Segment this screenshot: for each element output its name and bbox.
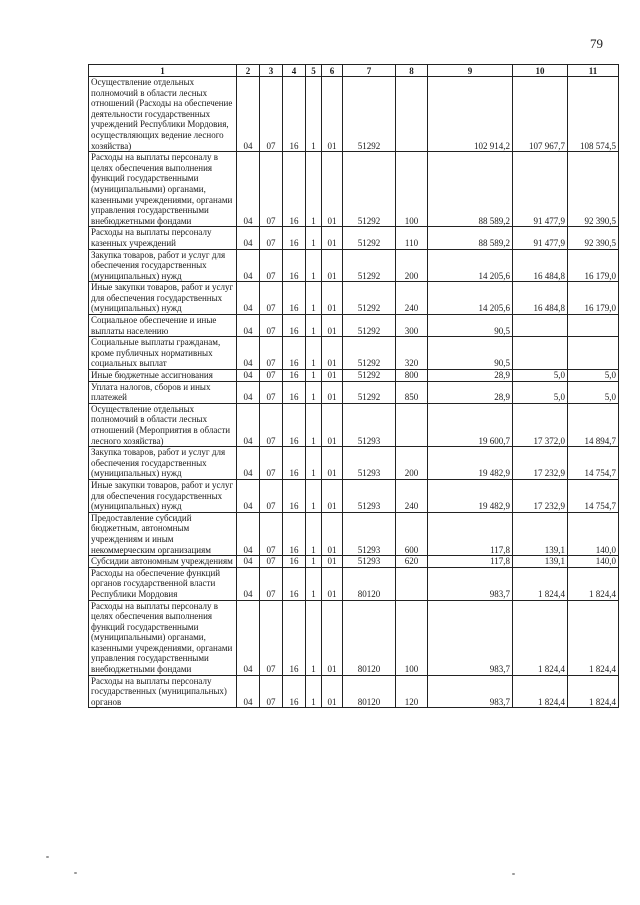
code-cell: 01 xyxy=(322,479,343,512)
code-cell: 1 xyxy=(306,337,322,370)
amount-cell: 139,1 xyxy=(513,556,568,568)
code-cell: 16 xyxy=(283,447,306,480)
code-cell: 07 xyxy=(260,337,283,370)
code-cell: 07 xyxy=(260,675,283,708)
code-cell: 80120 xyxy=(343,600,396,675)
amount-cell xyxy=(568,337,619,370)
code-cell: 200 xyxy=(396,249,428,282)
code-cell: 1 xyxy=(306,315,322,337)
code-cell: 04 xyxy=(237,77,260,152)
code-cell: 07 xyxy=(260,282,283,315)
code-cell: 1 xyxy=(306,370,322,382)
table-row xyxy=(89,512,619,555)
code-cell: 01 xyxy=(322,77,343,152)
code-cell: 51293 xyxy=(343,512,396,555)
amount-cell xyxy=(568,315,619,337)
amount-cell: 19 482,9 xyxy=(428,479,513,512)
code-cell: 01 xyxy=(322,556,343,568)
code-cell: 100 xyxy=(396,600,428,675)
row-name: Расходы на выплаты персоналу в целях обеспечения выполнения функций государственными (муниципальными) органами, казенными учреждениями, органами управления государственными внебюджетными фондами xyxy=(89,600,237,675)
row-name: Расходы на обеспечение функций органов государственной власти Республики Мордовия xyxy=(89,567,237,600)
amount-cell: 1 824,4 xyxy=(513,567,568,600)
amount-cell: 5,0 xyxy=(513,381,568,403)
code-cell: 16 xyxy=(283,370,306,382)
code-cell: 600 xyxy=(396,512,428,555)
code-cell: 51292 xyxy=(343,315,396,337)
code-cell: 620 xyxy=(396,556,428,568)
amount-cell: 14 754,7 xyxy=(568,447,619,480)
amount-cell: 28,9 xyxy=(428,370,513,382)
budget-table xyxy=(88,64,619,708)
code-cell: 04 xyxy=(237,556,260,568)
code-cell: 01 xyxy=(322,381,343,403)
code-cell: 04 xyxy=(237,282,260,315)
table-row xyxy=(89,403,619,446)
amount-cell: 1 824,4 xyxy=(568,567,619,600)
code-cell: 16 xyxy=(283,282,306,315)
code-cell: 01 xyxy=(322,370,343,382)
amount-cell: 117,8 xyxy=(428,512,513,555)
amount-cell: 983,7 xyxy=(428,567,513,600)
code-cell: 01 xyxy=(322,512,343,555)
amount-cell: 5,0 xyxy=(568,381,619,403)
code-cell: 04 xyxy=(237,315,260,337)
code-cell: 01 xyxy=(322,249,343,282)
page-number: 79 xyxy=(590,36,603,51)
row-name: Расходы на выплаты персоналу казенных учреждений xyxy=(89,227,237,249)
column-header: 9 xyxy=(428,65,513,77)
code-cell: 80120 xyxy=(343,567,396,600)
code-cell: 51293 xyxy=(343,479,396,512)
amount-cell: 90,5 xyxy=(428,337,513,370)
code-cell: 04 xyxy=(237,447,260,480)
code-cell: 1 xyxy=(306,479,322,512)
code-cell: 1 xyxy=(306,600,322,675)
code-cell: 07 xyxy=(260,600,283,675)
code-cell: 16 xyxy=(283,227,306,249)
amount-cell: 91 477,9 xyxy=(513,227,568,249)
code-cell: 01 xyxy=(322,600,343,675)
code-cell: 04 xyxy=(237,249,260,282)
column-header: 6 xyxy=(322,65,343,77)
code-cell: 07 xyxy=(260,479,283,512)
amount-cell: 17 232,9 xyxy=(513,447,568,480)
table-row xyxy=(89,152,619,227)
code-cell: 01 xyxy=(322,675,343,708)
row-name: Осуществление отдельных полномочий в области лесных отношений (Расходы на обеспечение деятельности государственных учреждений Республики Мордовия, осуществляющих ведение лесного хозяйства) xyxy=(89,77,237,152)
amount-cell: 14 205,6 xyxy=(428,282,513,315)
table-row xyxy=(89,567,619,600)
column-header: 5 xyxy=(306,65,322,77)
code-cell: 1 xyxy=(306,282,322,315)
code-cell: 51292 xyxy=(343,282,396,315)
table-row xyxy=(89,556,619,568)
code-cell: 04 xyxy=(237,381,260,403)
row-name: Расходы на выплаты персоналу в целях обеспечения выполнения функций государственными (муниципальными) органами, казенными учреждениями, органами управления государственными внебюджетными фондами xyxy=(89,152,237,227)
code-cell: 01 xyxy=(322,227,343,249)
amount-cell: 19 482,9 xyxy=(428,447,513,480)
code-cell: 07 xyxy=(260,315,283,337)
code-cell: 1 xyxy=(306,77,322,152)
column-header: 11 xyxy=(568,65,619,77)
column-header: 3 xyxy=(260,65,283,77)
code-cell: 240 xyxy=(396,282,428,315)
row-name: Социальное обеспечение и иные выплаты населению xyxy=(89,315,237,337)
code-cell: 07 xyxy=(260,556,283,568)
code-cell: 07 xyxy=(260,152,283,227)
amount-cell: 117,8 xyxy=(428,556,513,568)
table-row xyxy=(89,337,619,370)
code-cell: 16 xyxy=(283,556,306,568)
row-name: Субсидии автономным учреждениям xyxy=(89,556,237,568)
code-cell: 16 xyxy=(283,403,306,446)
code-cell: 320 xyxy=(396,337,428,370)
row-name: Иные закупки товаров, работ и услуг для обеспечения государственных (муниципальных) нужд xyxy=(89,479,237,512)
amount-cell: 107 967,7 xyxy=(513,77,568,152)
code-cell: 51292 xyxy=(343,77,396,152)
code-cell: 51292 xyxy=(343,152,396,227)
code-cell: 1 xyxy=(306,381,322,403)
table-row xyxy=(89,77,619,152)
amount-cell: 14 205,6 xyxy=(428,249,513,282)
code-cell: 1 xyxy=(306,403,322,446)
code-cell: 07 xyxy=(260,77,283,152)
code-cell: 16 xyxy=(283,249,306,282)
code-cell: 16 xyxy=(283,675,306,708)
amount-cell: 88 589,2 xyxy=(428,227,513,249)
code-cell: 110 xyxy=(396,227,428,249)
code-cell: 51293 xyxy=(343,556,396,568)
table-row xyxy=(89,370,619,382)
amount-cell: 983,7 xyxy=(428,600,513,675)
amount-cell: 16 484,8 xyxy=(513,282,568,315)
table-row xyxy=(89,381,619,403)
amount-cell: 92 390,5 xyxy=(568,152,619,227)
amount-cell: 5,0 xyxy=(568,370,619,382)
amount-cell: 1 824,4 xyxy=(568,600,619,675)
table-row xyxy=(89,315,619,337)
amount-cell: 19 600,7 xyxy=(428,403,513,446)
amount-cell: 14 754,7 xyxy=(568,479,619,512)
amount-cell: 139,1 xyxy=(513,512,568,555)
code-cell: 04 xyxy=(237,337,260,370)
table-row xyxy=(89,675,619,708)
amount-cell: 983,7 xyxy=(428,675,513,708)
code-cell: 1 xyxy=(306,447,322,480)
amount-cell xyxy=(513,337,568,370)
code-cell: 16 xyxy=(283,152,306,227)
code-cell: 07 xyxy=(260,512,283,555)
code-cell: 100 xyxy=(396,152,428,227)
row-name: Предоставление субсидий бюджетным, автономным учреждениям и иным некоммерческим организациям xyxy=(89,512,237,555)
header-row xyxy=(89,65,619,77)
code-cell: 1 xyxy=(306,227,322,249)
code-cell: 51292 xyxy=(343,370,396,382)
row-name: Закупка товаров, работ и услуг для обеспечения государственных (муниципальных) нужд xyxy=(89,249,237,282)
code-cell: 01 xyxy=(322,567,343,600)
table-body xyxy=(89,77,619,708)
amount-cell: 1 824,4 xyxy=(513,675,568,708)
code-cell: 01 xyxy=(322,315,343,337)
code-cell: 07 xyxy=(260,381,283,403)
code-cell xyxy=(396,77,428,152)
column-header: 4 xyxy=(283,65,306,77)
amount-cell: 140,0 xyxy=(568,556,619,568)
code-cell: 01 xyxy=(322,403,343,446)
amount-cell: 140,0 xyxy=(568,512,619,555)
code-cell: 1 xyxy=(306,249,322,282)
code-cell: 51293 xyxy=(343,447,396,480)
code-cell: 51292 xyxy=(343,381,396,403)
column-header: 2 xyxy=(237,65,260,77)
column-header: 7 xyxy=(343,65,396,77)
code-cell: 1 xyxy=(306,152,322,227)
code-cell: 1 xyxy=(306,556,322,568)
code-cell: 1 xyxy=(306,675,322,708)
row-name: Уплата налогов, сборов и иных платежей xyxy=(89,381,237,403)
scan-mark xyxy=(46,856,49,858)
code-cell: 04 xyxy=(237,567,260,600)
amount-cell: 16 179,0 xyxy=(568,282,619,315)
code-cell: 07 xyxy=(260,249,283,282)
column-header: 1 xyxy=(89,65,237,77)
scan-mark xyxy=(512,873,515,875)
code-cell: 850 xyxy=(396,381,428,403)
amount-cell: 90,5 xyxy=(428,315,513,337)
amount-cell: 14 894,7 xyxy=(568,403,619,446)
code-cell: 1 xyxy=(306,567,322,600)
code-cell: 51292 xyxy=(343,337,396,370)
code-cell: 07 xyxy=(260,370,283,382)
amount-cell: 88 589,2 xyxy=(428,152,513,227)
code-cell: 01 xyxy=(322,152,343,227)
code-cell: 16 xyxy=(283,479,306,512)
row-name: Расходы на выплаты персоналу государственных (муниципальных) органов xyxy=(89,675,237,708)
table-row xyxy=(89,282,619,315)
code-cell: 04 xyxy=(237,152,260,227)
amount-cell: 1 824,4 xyxy=(513,600,568,675)
code-cell: 16 xyxy=(283,337,306,370)
code-cell: 300 xyxy=(396,315,428,337)
code-cell xyxy=(396,567,428,600)
row-name: Иные бюджетные ассигнования xyxy=(89,370,237,382)
code-cell: 1 xyxy=(306,512,322,555)
code-cell: 04 xyxy=(237,479,260,512)
code-cell: 51292 xyxy=(343,227,396,249)
code-cell: 51292 xyxy=(343,249,396,282)
code-cell: 04 xyxy=(237,600,260,675)
table-row xyxy=(89,479,619,512)
amount-cell: 1 824,4 xyxy=(568,675,619,708)
amount-cell: 92 390,5 xyxy=(568,227,619,249)
code-cell: 16 xyxy=(283,567,306,600)
code-cell: 04 xyxy=(237,403,260,446)
amount-cell: 91 477,9 xyxy=(513,152,568,227)
code-cell: 01 xyxy=(322,282,343,315)
amount-cell: 5,0 xyxy=(513,370,568,382)
code-cell: 200 xyxy=(396,447,428,480)
code-cell: 240 xyxy=(396,479,428,512)
row-name: Закупка товаров, работ и услуг для обеспечения государственных (муниципальных) нужд xyxy=(89,447,237,480)
amount-cell: 102 914,2 xyxy=(428,77,513,152)
code-cell: 16 xyxy=(283,77,306,152)
amount-cell: 108 574,5 xyxy=(568,77,619,152)
code-cell: 01 xyxy=(322,337,343,370)
row-name: Социальные выплаты гражданам, кроме публичных нормативных социальных выплат xyxy=(89,337,237,370)
table-row xyxy=(89,249,619,282)
amount-cell: 17 232,9 xyxy=(513,479,568,512)
code-cell: 16 xyxy=(283,512,306,555)
code-cell: 07 xyxy=(260,227,283,249)
code-cell: 07 xyxy=(260,403,283,446)
code-cell: 04 xyxy=(237,512,260,555)
table-row xyxy=(89,227,619,249)
amount-cell: 16 179,0 xyxy=(568,249,619,282)
code-cell: 07 xyxy=(260,447,283,480)
table-row xyxy=(89,447,619,480)
code-cell: 16 xyxy=(283,381,306,403)
code-cell: 04 xyxy=(237,370,260,382)
table-row xyxy=(89,600,619,675)
code-cell: 51293 xyxy=(343,403,396,446)
code-cell: 16 xyxy=(283,600,306,675)
code-cell: 800 xyxy=(396,370,428,382)
code-cell: 120 xyxy=(396,675,428,708)
amount-cell: 28,9 xyxy=(428,381,513,403)
column-header: 8 xyxy=(396,65,428,77)
code-cell: 16 xyxy=(283,315,306,337)
code-cell: 04 xyxy=(237,227,260,249)
scan-mark xyxy=(74,872,77,874)
row-name: Осуществление отдельных полномочий в области лесных отношений (Мероприятия в области лесного хозяйства) xyxy=(89,403,237,446)
amount-cell: 17 372,0 xyxy=(513,403,568,446)
code-cell: 04 xyxy=(237,675,260,708)
code-cell xyxy=(396,403,428,446)
row-name: Иные закупки товаров, работ и услуг для обеспечения государственных (муниципальных) нужд xyxy=(89,282,237,315)
column-header: 10 xyxy=(513,65,568,77)
code-cell: 80120 xyxy=(343,675,396,708)
amount-cell: 16 484,8 xyxy=(513,249,568,282)
amount-cell xyxy=(513,315,568,337)
code-cell: 01 xyxy=(322,447,343,480)
code-cell: 07 xyxy=(260,567,283,600)
